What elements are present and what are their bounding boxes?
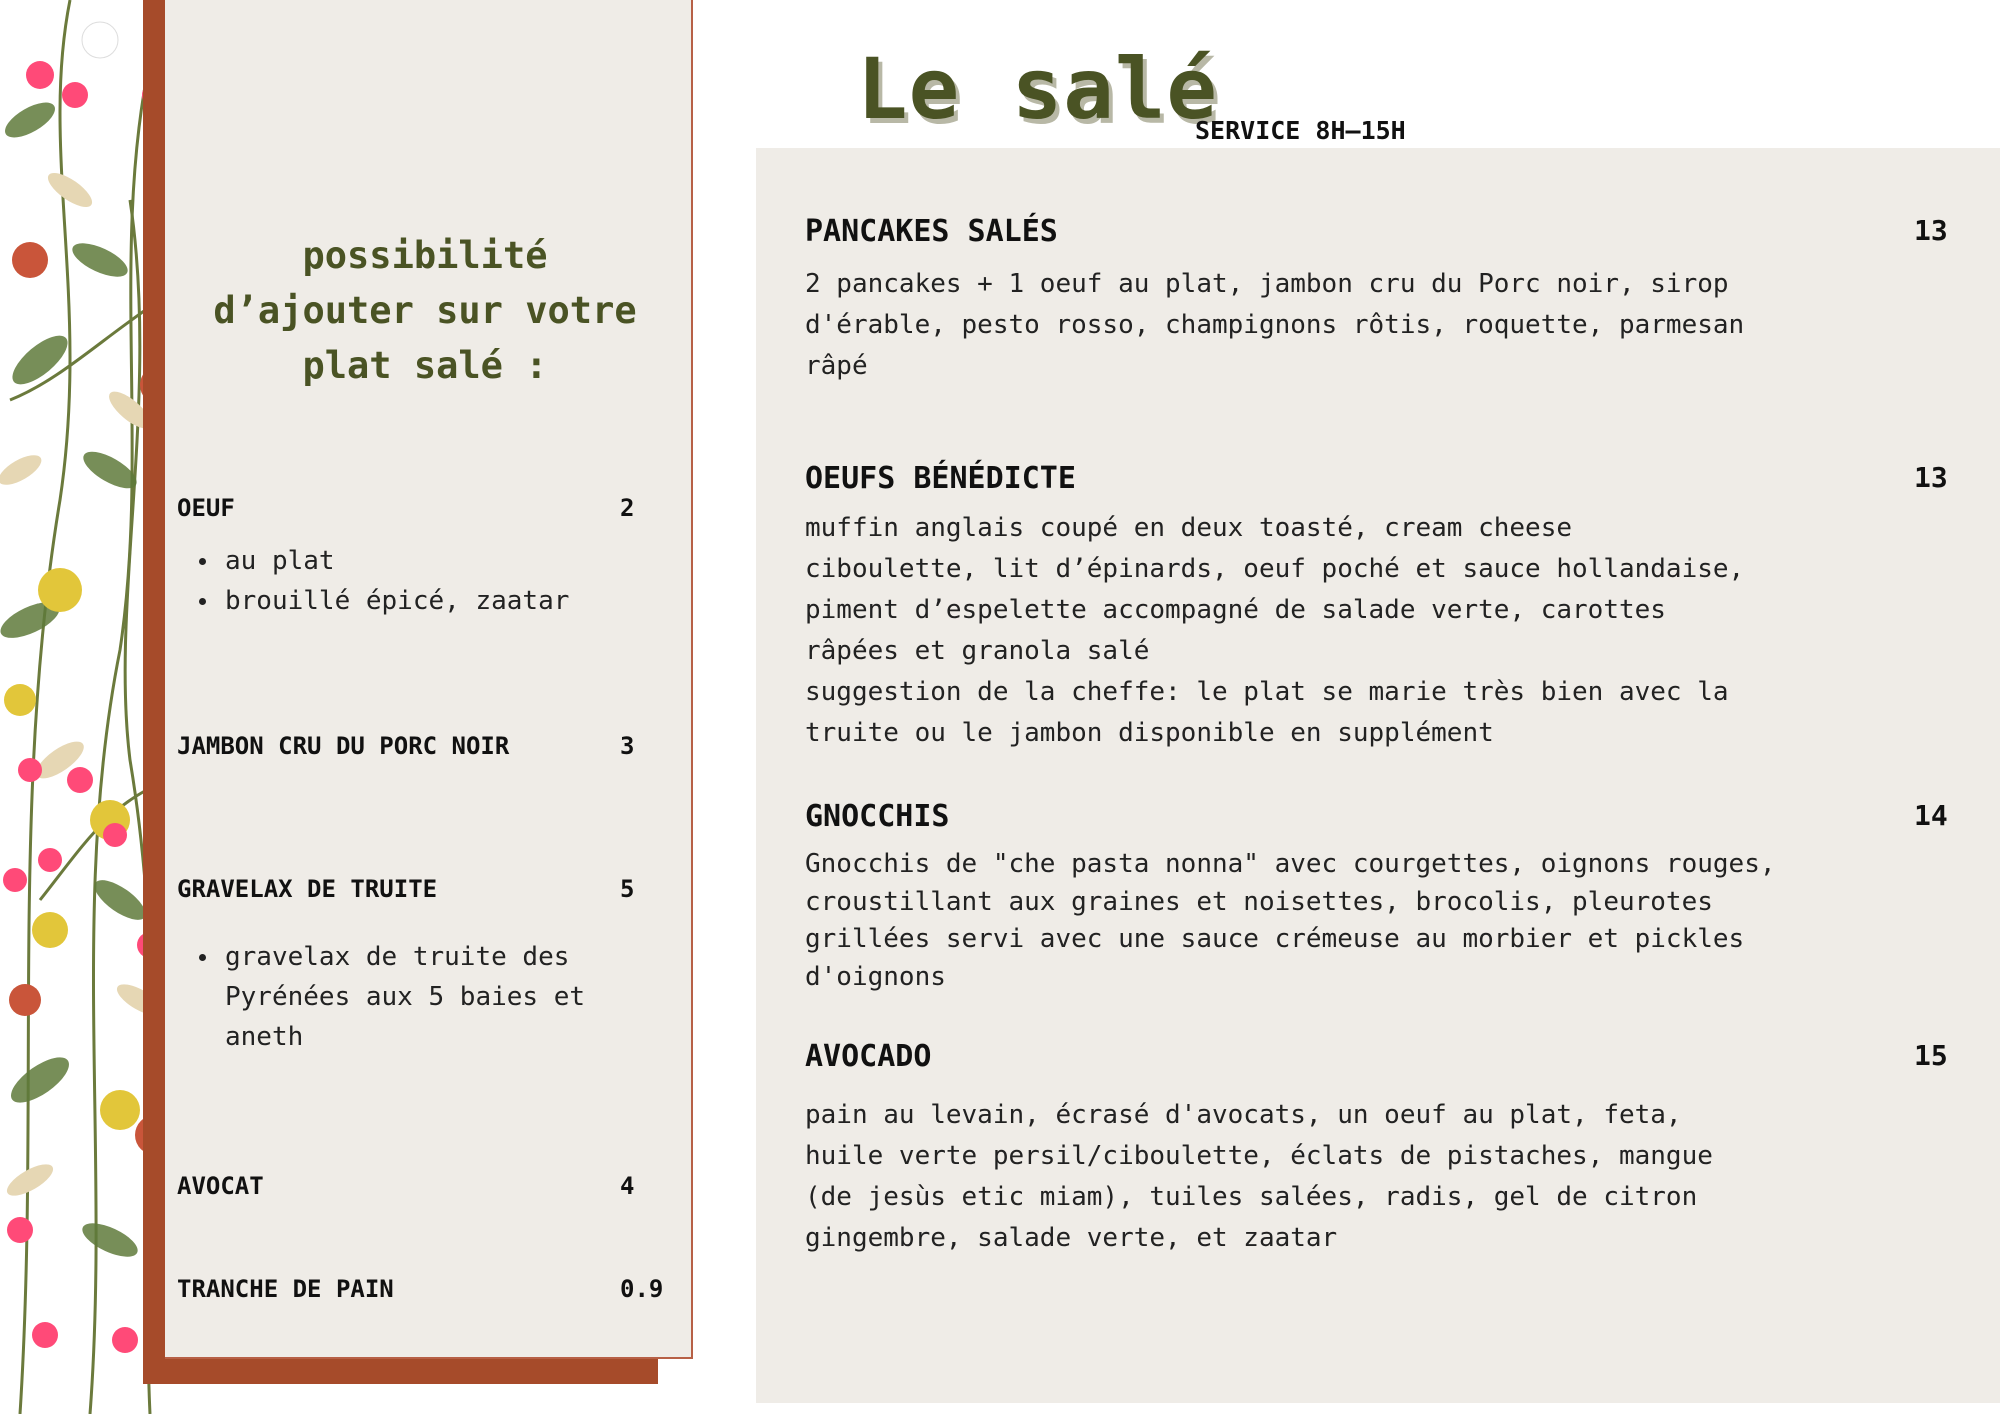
- option-name-pain: TRANCHE DE PAIN: [177, 1275, 394, 1303]
- dish-description-avocado: pain au levain, écrasé d'avocats, un oeuf au plat, feta, huile verte persil/ciboulette, éclats de pistaches, mangue (de jesùs etic miam), tuiles salées, radis, gel de citron gingembre, salade verte, et zaatar: [805, 1100, 1713, 1253]
- option-oeuf-bullets: [177, 541, 597, 621]
- dish-description-benedicte: muffin anglais coupé en deux toasté, cream cheese ciboulette, lit d’épinards, oeuf poché et sauce hollandaise, piment d’espelette accompagné de salade verte, carottes râpées et granola salé suggestion de la cheffe: le plat se marie très bien avec la truite ou le jambon disponible en supplément: [805, 513, 1745, 748]
- dish-name-pancakes: PANCAKES SALÉS: [805, 214, 1058, 249]
- option-name-oeuf: OEUF: [177, 494, 235, 522]
- option-price-oeuf: 2: [620, 494, 635, 522]
- dish-price-avocado: 15: [1914, 1039, 1948, 1072]
- option-oeuf-bullet: au plat: [177, 541, 597, 581]
- option-name-avocat: AVOCAT: [177, 1172, 264, 1200]
- option-gravelax-bullets: [177, 937, 607, 1057]
- option-price-avocat: 4: [620, 1172, 635, 1200]
- dish-price-pancakes: 13: [1914, 214, 1948, 247]
- dish-name-gnocchis: GNOCCHIS: [805, 799, 950, 834]
- side-card-border: [143, 0, 165, 1384]
- dish-price-benedicte: 13: [1914, 461, 1948, 494]
- dish-price-gnocchis: 14: [1914, 799, 1948, 832]
- option-name-jambon: JAMBON CRU DU PORC NOIR: [177, 732, 510, 760]
- option-name-gravelax: GRAVELAX DE TRUITE: [177, 875, 438, 903]
- option-oeuf-bullet: brouillé épicé, zaatar: [177, 581, 597, 621]
- dish-name-avocado: AVOCADO: [805, 1039, 932, 1074]
- option-gravelax-bullet: gravelax de truite des Pyrénées aux 5 baies et aneth: [177, 937, 607, 1057]
- dish-name-benedicte: OEUFS BÉNÉDICTE: [805, 461, 1076, 496]
- option-price-jambon: 3: [620, 732, 635, 760]
- dish-description-pancakes: 2 pancakes + 1 oeuf au plat, jambon cru du Porc noir, sirop d'érable, pesto rosso, champignons rôtis, roquette, parmesan râpé: [805, 269, 1745, 381]
- dish-description-gnocchis: Gnocchis de "che pasta nonna" avec courgettes, oignons rouges, croustillant aux graines et noisettes, brocolis, pleurotes grillées servi avec une sauce crémeuse au morbier et pickles d'oignons: [805, 849, 1776, 992]
- page-title: Le salé: [857, 40, 1219, 138]
- service-hours: SERVICE 8H–15H: [1195, 116, 1406, 145]
- option-price-gravelax: 5: [620, 875, 635, 903]
- side-options-card: [165, 0, 693, 1359]
- side-heading: possibilité d’ajouter sur votre plat salé :: [213, 234, 637, 387]
- option-price-pain: 0.9: [620, 1275, 664, 1303]
